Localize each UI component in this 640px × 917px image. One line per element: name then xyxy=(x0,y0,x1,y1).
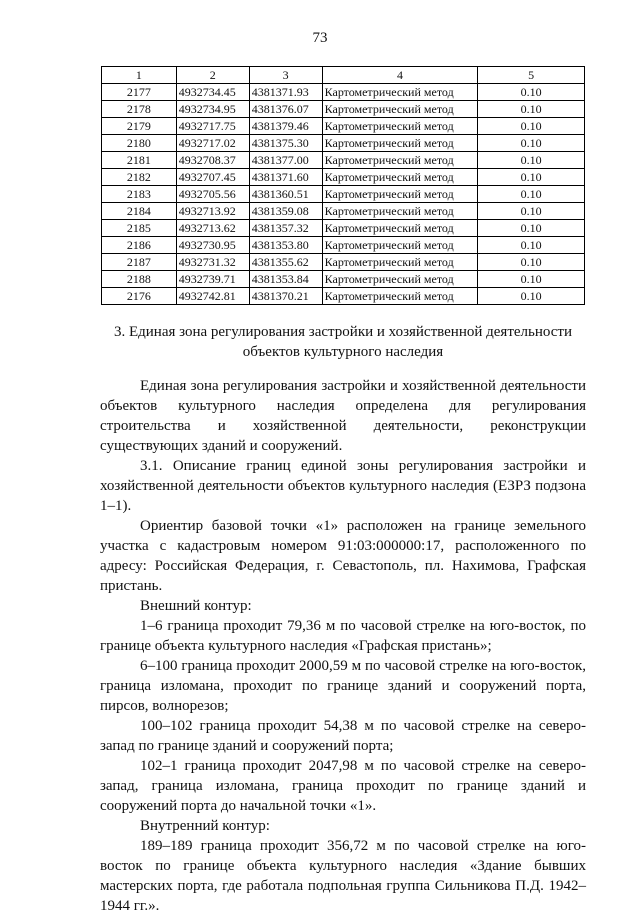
accuracy-cell: 0.10 xyxy=(478,203,585,220)
table-row xyxy=(102,220,585,237)
point-number-cell: 2177 xyxy=(102,84,177,101)
table-row xyxy=(102,271,585,288)
point-number-cell: 2186 xyxy=(102,237,177,254)
table-row xyxy=(102,152,585,169)
point-number-cell: 2183 xyxy=(102,186,177,203)
y-coordinate-cell: 4381360.51 xyxy=(249,186,322,203)
y-coordinate-cell: 4381355.62 xyxy=(249,254,322,271)
accuracy-cell: 0.10 xyxy=(478,237,585,254)
table-row xyxy=(102,84,585,101)
y-coordinate-cell: 4381377.00 xyxy=(249,152,322,169)
method-cell: Картометрический метод xyxy=(322,220,478,237)
y-coordinate-cell: 4381353.80 xyxy=(249,237,322,254)
accuracy-cell: 0.10 xyxy=(478,220,585,237)
method-cell: Картометрический метод xyxy=(322,152,478,169)
table-body xyxy=(102,84,585,305)
table-row xyxy=(102,169,585,186)
method-cell: Картометрический метод xyxy=(322,271,478,288)
table-row xyxy=(102,186,585,203)
table-row xyxy=(102,203,585,220)
x-coordinate-cell: 4932739.71 xyxy=(176,271,249,288)
x-coordinate-cell: 4932708.37 xyxy=(176,152,249,169)
method-cell: Картометрический метод xyxy=(322,118,478,135)
body-text xyxy=(100,376,586,916)
x-coordinate-cell: 4932734.45 xyxy=(176,84,249,101)
y-coordinate-cell: 4381375.30 xyxy=(249,135,322,152)
paragraph: Единая зона регулирования застройки и хозяйственной деятельности объектов культурного наследия определена для регулирования строительства и хозяйственной деятельности, реконструкции существующих зданий и сооружений. xyxy=(100,378,586,454)
paragraph: 3.1. Описание границ единой зоны регулирования застройки и хозяйственной деятельности объектов культурного наследия (ЕЗРЗ подзона 1–1). xyxy=(100,458,586,514)
method-cell: Картометрический метод xyxy=(322,186,478,203)
point-number-cell: 2184 xyxy=(102,203,177,220)
accuracy-cell: 0.10 xyxy=(478,101,585,118)
y-coordinate-cell: 4381370.21 xyxy=(249,288,322,305)
paragraph: 1–6 граница проходит 79,36 м по часовой стрелке на юго-восток, по границе объекта культурного наследия «Графская пристань»; xyxy=(100,618,586,654)
paragraph: Ориентир базовой точки «1» расположен на границе земельного участка с кадастровым номером 91:03:000000:17, расположенного по адресу: Российская Федерация, г. Севастополь, пл. Нахимова, Графская пристань. xyxy=(100,518,586,594)
y-coordinate-cell: 4381371.93 xyxy=(249,84,322,101)
x-coordinate-cell: 4932707.45 xyxy=(176,169,249,186)
x-coordinate-cell: 4932731.32 xyxy=(176,254,249,271)
x-coordinate-cell: 4932734.95 xyxy=(176,101,249,118)
method-cell: Картометрический метод xyxy=(322,84,478,101)
point-number-cell: 2182 xyxy=(102,169,177,186)
accuracy-cell: 0.10 xyxy=(478,288,585,305)
point-number-cell: 2185 xyxy=(102,220,177,237)
table-row xyxy=(102,237,585,254)
method-cell: Картометрический метод xyxy=(322,203,478,220)
column-header: 4 xyxy=(322,67,478,84)
method-cell: Картометрический метод xyxy=(322,254,478,271)
x-coordinate-cell: 4932717.02 xyxy=(176,135,249,152)
point-number-cell: 2179 xyxy=(102,118,177,135)
method-cell: Картометрический метод xyxy=(322,288,478,305)
table-header-row xyxy=(102,67,585,84)
y-coordinate-cell: 4381357.32 xyxy=(249,220,322,237)
accuracy-cell: 0.10 xyxy=(478,186,585,203)
accuracy-cell: 0.10 xyxy=(478,84,585,101)
table-row xyxy=(102,118,585,135)
x-coordinate-cell: 4932717.75 xyxy=(176,118,249,135)
paragraph: Внутренний контур: xyxy=(140,818,270,834)
x-coordinate-cell: 4932713.62 xyxy=(176,220,249,237)
table-row xyxy=(102,135,585,152)
accuracy-cell: 0.10 xyxy=(478,169,585,186)
y-coordinate-cell: 4381379.46 xyxy=(249,118,322,135)
paragraph: 6–100 граница проходит 2000,59 м по часовой стрелке на юго-восток, граница изломана, проходит по границе зданий и сооружений порта, пирсов, волнорезов; xyxy=(100,658,586,714)
column-header: 3 xyxy=(249,67,322,84)
table-row xyxy=(102,288,585,305)
point-number-cell: 2187 xyxy=(102,254,177,271)
point-number-cell: 2180 xyxy=(102,135,177,152)
accuracy-cell: 0.10 xyxy=(478,271,585,288)
point-number-cell: 2188 xyxy=(102,271,177,288)
method-cell: Картометрический метод xyxy=(322,135,478,152)
x-coordinate-cell: 4932713.92 xyxy=(176,203,249,220)
x-coordinate-cell: 4932705.56 xyxy=(176,186,249,203)
point-number-cell: 2176 xyxy=(102,288,177,305)
paragraph: 100–102 граница проходит 54,38 м по часовой стрелке на северо-запад по границе зданий и сооружений порта; xyxy=(100,718,586,754)
y-coordinate-cell: 4381353.84 xyxy=(249,271,322,288)
method-cell: Картометрический метод xyxy=(322,101,478,118)
method-cell: Картометрический метод xyxy=(322,169,478,186)
y-coordinate-cell: 4381359.08 xyxy=(249,203,322,220)
x-coordinate-cell: 4932742.81 xyxy=(176,288,249,305)
accuracy-cell: 0.10 xyxy=(478,254,585,271)
method-cell: Картометрический метод xyxy=(322,237,478,254)
column-header: 2 xyxy=(176,67,249,84)
x-coordinate-cell: 4932730.95 xyxy=(176,237,249,254)
accuracy-cell: 0.10 xyxy=(478,152,585,169)
paragraph: 102–1 граница проходит 2047,98 м по часовой стрелке на северо-запад, граница изломана, граница проходит по границе зданий и сооружений порта до начальной точки «1». xyxy=(100,758,586,814)
y-coordinate-cell: 4381376.07 xyxy=(249,101,322,118)
page-number: 73 xyxy=(312,30,328,46)
coordinates-table xyxy=(101,66,585,305)
table-row xyxy=(102,101,585,118)
column-header: 5 xyxy=(478,67,585,84)
point-number-cell: 2181 xyxy=(102,152,177,169)
paragraph: 189–189 граница проходит 356,72 м по часовой стрелке на юго-восток по границе объекта культурного наследия «Здание бывших мастерских порта, где работала подпольная группа Сильникова П.Д. 1942–1944 гг.». xyxy=(100,838,586,914)
paragraph: Внешний контур: xyxy=(140,598,252,614)
section-title: 3. Единая зона регулирования застройки и хозяйственной деятельности объектов культурного наследия xyxy=(113,324,573,360)
column-header: 1 xyxy=(102,67,177,84)
table-row xyxy=(102,254,585,271)
accuracy-cell: 0.10 xyxy=(478,118,585,135)
y-coordinate-cell: 4381371.60 xyxy=(249,169,322,186)
point-number-cell: 2178 xyxy=(102,101,177,118)
accuracy-cell: 0.10 xyxy=(478,135,585,152)
